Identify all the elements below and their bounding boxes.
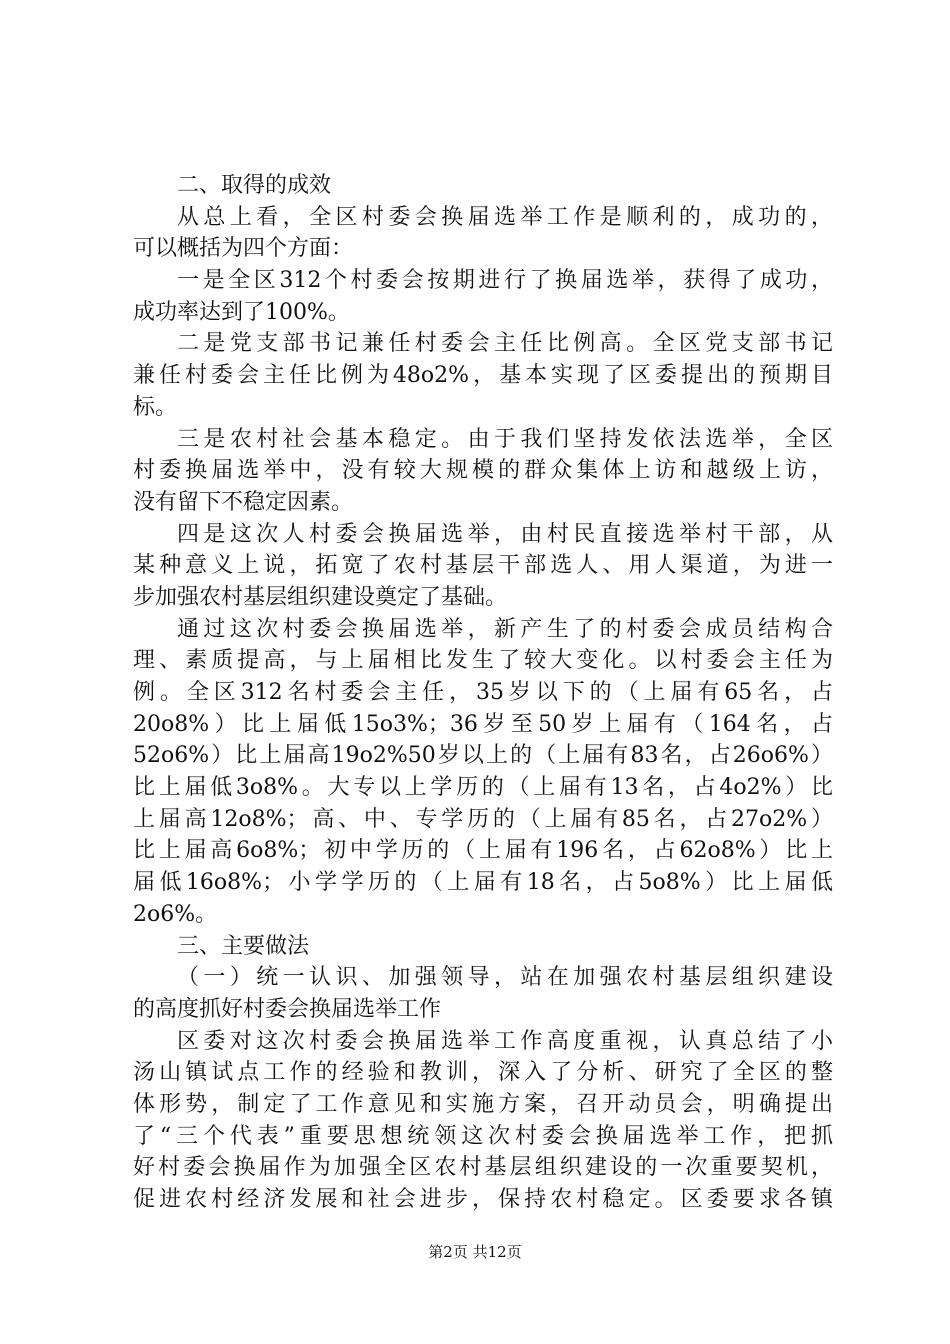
text-line: 的高度抓好村委会换届选举工作 [133,996,442,1022]
text-line: 好村委会换届作为加强全区农村基层组织建设的一次重要契机， [133,1155,833,1181]
text-line: 了“三个代表”重要思想统领这次村委会换届选举工作，把抓 [133,1123,833,1149]
page-number-footer: 第2页 共12页 [428,1243,522,1261]
text-line: 一是全区312个村委会按期进行了换届选举，获得了成功， [177,268,833,294]
text-line: 步加强农村基层组织建设奠定了基础。 [133,584,508,610]
text-line: 村委换届选举中，没有较大规模的群众集体上访和越级上访， [133,458,833,484]
text-line: 区委对这次村委会换届选举工作高度重视，认真总结了小 [177,1028,833,1054]
text-line: 体形势，制定了工作意见和实施方案，召开动员会，明确提出 [133,1091,833,1117]
text-line: 促进农村经济发展和社会进步，保持农村稳定。区委要求各镇 [133,1187,833,1212]
text-line: 二是党支部书记兼任村委会主任比例高。全区党支部书记 [177,331,833,357]
text-line: 从总上看，全区村委会换届选举工作是顺利的，成功的， [177,204,833,230]
text-line: 三、主要做法 [177,933,310,959]
text-line: 某种意义上说，拓宽了农村基层干部选人、用人渠道，为进一 [133,553,833,579]
text-line: 汤山镇试点工作的经验和教训，深入了分析、研究了全区的整 [133,1060,833,1086]
text-line: 兼任村委会主任比例为48o2%，基本实现了区委提出的预期目 [133,363,833,389]
text-line: 二、取得的成效 [177,173,332,198]
text-line: 上届高12o8%；高、中、专学历的（上届有85名，占27o2%） [133,806,833,832]
text-line: 理、素质提高，与上届相比发生了较大变化。以村委会主任为 [133,648,833,674]
text-line: 2o6%。 [133,901,218,927]
text-line: 例。全区312名村委会主任，35岁以下的（上届有65名，占 [133,680,833,705]
document-body [133,170,833,1216]
text-line: 52o6%）比上届高19o2%50岁以上的（上届有83名，占26o6%） [133,743,833,769]
text-line: （一）统一认识、加强领导，站在加强农村基层组织建设 [177,965,833,991]
text-line: 比上届高6o8%；初中学历的（上届有196名，占62o8%）比上 [133,838,833,864]
text-line: 成功率达到了100%。 [133,299,350,325]
text-line: 届低16o8%；小学学历的（上届有18名，占5o8%）比上届低 [133,870,833,896]
text-line: 没有留下不稳定因素。 [133,489,354,515]
text-line: 通过这次村委会换届选举，新产生了的村委会成员结构合 [177,616,833,642]
text-line: 可以概括为四个方面： [133,236,354,262]
text-line: 标。 [133,394,178,420]
text-line: 比上届低3o8%。大专以上学历的（上届有13名，占4o2%）比 [133,775,833,801]
text-line: 20o8%）比上届低15o3%；36岁至50岁上届有（164名，占 [133,711,833,737]
text-line: 三是农村社会基本稳定。由于我们坚持发依法选举，全区 [177,426,833,452]
text-line: 四是这次人村委会换届选举，由村民直接选举村干部，从 [177,521,833,547]
